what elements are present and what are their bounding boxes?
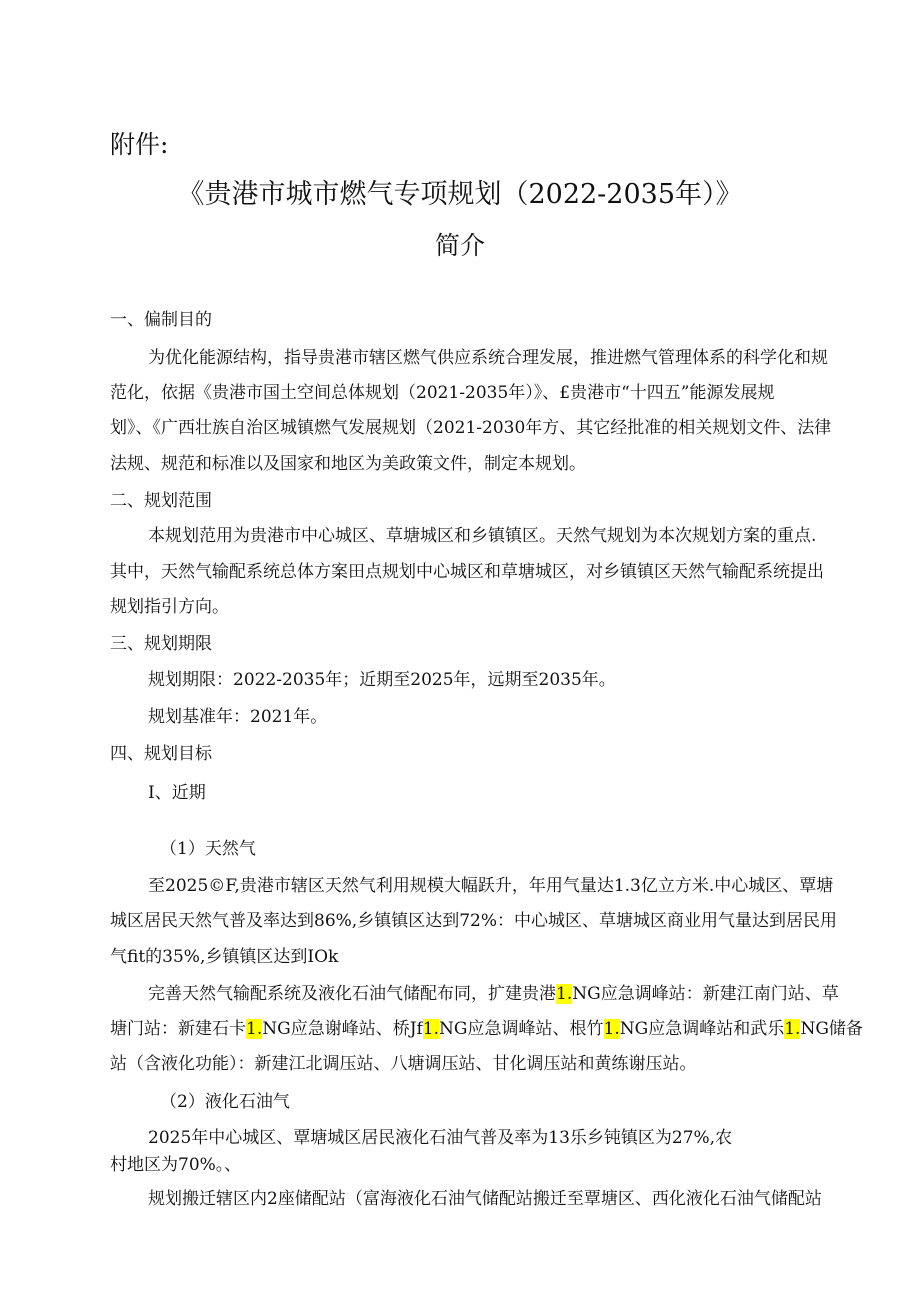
document-subtitle: 简介 bbox=[434, 231, 485, 260]
section-heading-purpose: 一、偏制目的 bbox=[110, 310, 212, 330]
paragraph-line: 划》、《广西壮族自治区城镇燃气发展规划（2021-2030年方、其它经批准的相关规划文件、法律 bbox=[110, 418, 832, 438]
highlighted-text: 1. bbox=[784, 1019, 801, 1039]
annex-label: 附件: bbox=[110, 130, 169, 159]
subsection-lpg: （2）液化石油气 bbox=[160, 1092, 290, 1112]
paragraph-line: 规划指引方向。 bbox=[110, 597, 229, 617]
paragraph-line: 气fit的35%,乡镇镇区达到IOk bbox=[110, 947, 339, 967]
paragraph-line: 为优化能源结构，指导贵港市辖区燃气供应系统合理发展，推进燃气管理体系的科学化和规 bbox=[148, 348, 828, 368]
paragraph-line: 村地区为70%。、 bbox=[110, 1155, 242, 1175]
paragraph-line: 至2025©F,贵港市辖区天然气利用规模大幅跃升，年用气量达1.3亿立方米.中心城区、覃塘 bbox=[148, 876, 834, 896]
text-run: NG储备 bbox=[800, 1019, 863, 1039]
highlighted-text: 1. bbox=[422, 1019, 440, 1039]
text-run: NG应急谢峰站、桥Jf bbox=[262, 1019, 423, 1039]
text-run: 完善天然气输配系统及液化石油气储配布同，扩建贵港 bbox=[148, 984, 556, 1004]
subsection-near-term: I、近期 bbox=[148, 783, 206, 803]
paragraph-line: 法规、规范和标准以及国家和地区为美政策文件，制定本规划。 bbox=[110, 454, 586, 474]
text-run: NG应急调峰站和武乐 bbox=[619, 1019, 785, 1039]
paragraph-line: 2025年中心城区、覃塘城区居民液化石油气普及率为13乐乡钝镇区为27%,农 bbox=[148, 1128, 733, 1148]
paragraph-line: 本规划范用为贵港市中心城区、草塘城区和乡镇镇区。天然气规划为本次规划方案的重点. bbox=[148, 526, 817, 546]
paragraph-line bbox=[148, 979, 839, 1004]
text-run: NG应急调峰站、根竹 bbox=[439, 1019, 604, 1039]
paragraph-line: 规划期限：2022-2035年；近期至2025年，远期至2035年。 bbox=[148, 670, 616, 690]
section-heading-scope: 二、规划范围 bbox=[110, 491, 212, 511]
paragraph-line: 其中，天然气输配系统总体方案田点规划中心城区和草塘城区，对乡镇镇区天然气输配系统提出 bbox=[110, 562, 824, 582]
section-heading-period: 三、规划期限 bbox=[110, 634, 212, 654]
document-title: 《贵港市城市燃气专项规划（2022-2035年）》 bbox=[177, 179, 743, 210]
paragraph-line bbox=[110, 1014, 863, 1039]
highlighted-text: 1. bbox=[246, 1019, 263, 1039]
highlighted-text: 1. bbox=[556, 984, 573, 1004]
highlighted-text: 1. bbox=[603, 1019, 620, 1039]
paragraph-line: 站（含液化功能）：新建江北调压站、八塘调压站、甘化调压站和黄练谢压站。 bbox=[110, 1054, 697, 1074]
section-heading-goals: 四、规划目标 bbox=[110, 744, 212, 764]
paragraph-line: 规划基准年：2021年。 bbox=[148, 707, 328, 727]
paragraph-line: 城区居民天然气普及率达到86%,乡镇镇区达到72%：中心城区、草塘城区商业用气量达到居民用 bbox=[110, 911, 837, 931]
text-run: 塘门站：新建石卡 bbox=[110, 1019, 246, 1039]
paragraph-line: 规划搬迁辖区内2座储配站（富海液化石油气储配站搬迁至覃塘区、西化液化石油气储配站 bbox=[148, 1189, 822, 1209]
paragraph-line: 范化，依据《贵港市国土空间总体规划（2021-2035年）》、£贵港市“十四五”能源发展规 bbox=[110, 383, 775, 403]
text-run: NG应急调峰站：新建江南门站、草 bbox=[572, 984, 839, 1004]
subsection-natural-gas: （1）天然气 bbox=[160, 839, 256, 859]
